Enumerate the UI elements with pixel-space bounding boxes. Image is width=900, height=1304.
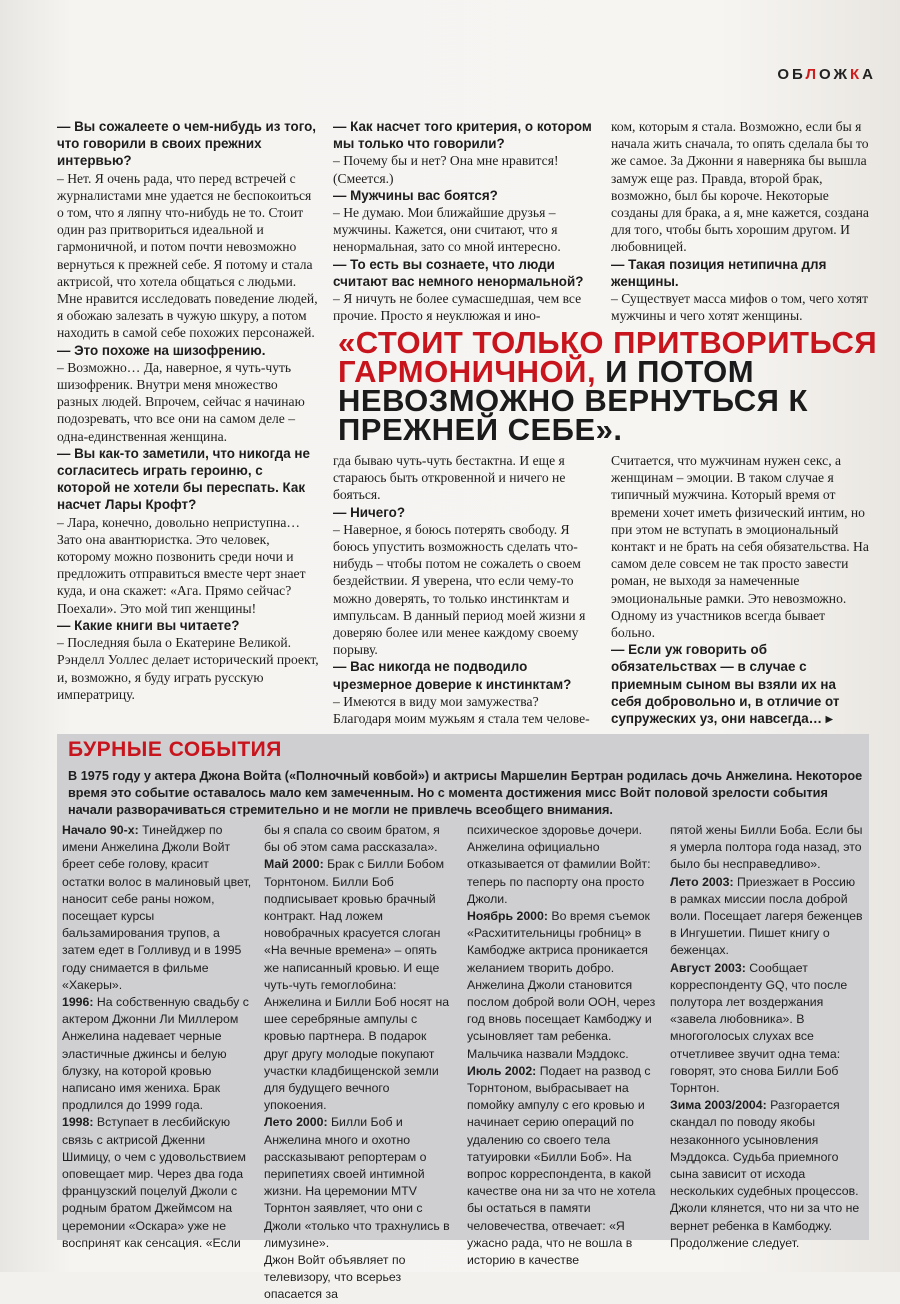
timeline-text: Тинейджер по имени Анжелина Джоли Войт бреет себе голову, красит остатки волос в малиновый цвет, наносит себе раны ножом, посещает курсы бальзамирования трупов, а затем едет в Голливуд и в 1995 году снимается в фильме «Хакеры». bbox=[62, 823, 252, 992]
interview-answer: – Существует масса мифов о том, чего хотят мужчины и чего хотят женщины. bbox=[611, 291, 869, 324]
timeline-entry bbox=[62, 822, 254, 994]
interview-column-2-lower bbox=[333, 452, 595, 727]
interview-column-1 bbox=[57, 118, 319, 703]
timeline-text: Во время съемок «Расхитительницы гробниц» в Камбодже актриса проникается желанием творить добро. Анжелина Джоли становится послом доброй воли ООН, через год вновь посещает Камбоджу и усыновляет там ребенка. Мальчика назвали Мэддокс. bbox=[467, 909, 656, 1061]
interview-question: — Такая позиция нетипична для женщины. bbox=[611, 256, 827, 289]
section-label: ОБЛОЖКА bbox=[777, 66, 876, 83]
timeline-column-2 bbox=[264, 822, 454, 1304]
timeline-column-1 bbox=[62, 822, 254, 1252]
interview-column-2 bbox=[333, 118, 595, 324]
interview-question: — Вы как-то заметили, что никогда не согласитесь играть героиню, с которой не хотели бы переспать. Как насчет Лары Крофт? bbox=[57, 445, 310, 513]
timeline-date: 1998: bbox=[62, 1115, 94, 1130]
timeline-text: Вступает в лесбийскую связь с актрисой Дженни Шимицу, о чем с удовольствием оповещает мир. Через два года французский поцелуй Джоли с родным братом Джеймсом на церемонии «Оскара» уже не воспринят как сенсация. «Если bbox=[62, 1115, 246, 1250]
pull-quote bbox=[338, 325, 878, 447]
timeline-text: Приезжает в Россию в рамках миссии посла доброй воли. Посещает лагеря беженцев в Ингушетии. Пишет книгу о беженцах. bbox=[670, 874, 863, 958]
interview-question: — Это похоже на шизофрению. bbox=[57, 342, 266, 358]
timeline-entry bbox=[264, 1252, 454, 1304]
timeline-date: Лето 2003: bbox=[670, 874, 734, 889]
interview-answer: – Не думаю. Мои ближайшие друзья – мужчины. Кажется, они считают, что я ненормальная, зато со мной интересно. bbox=[333, 205, 561, 255]
timeline-text: На собственную свадьбу с актером Джонни Ли Миллером Анжелина надевает черные эластичные джинсы и белую блузку, на которой кровью написано имя жениха. Брак продлился до 1999 года. bbox=[62, 995, 249, 1113]
timeline-column-3 bbox=[467, 822, 659, 1269]
timeline-date: Начало 90-х: bbox=[62, 823, 139, 837]
sidebar-title: БУРНЫЕ СОБЫТИЯ bbox=[68, 738, 282, 761]
pull-quote-red: «СТОИТ ТОЛЬКО ПРИТВОРИТЬСЯ ГАРМОНИЧНОЙ, bbox=[338, 325, 878, 389]
interview-answer: – Наверное, я боюсь потерять свободу. Я боюсь упустить возможность сделать что-нибудь – чтобы потом не сожалеть о своем бездействии. Я уверена, что если чему-то можно доверять, то только инстинктам и импульсам. В данный период моей жизни я доверяю более или менее каждому своему порыву. bbox=[333, 521, 586, 658]
interview-answer: – Возможно… Да, наверное, я чуть-чуть шизофреник. Внутри меня множество разных людей. Впрочем, сейчас я начинаю подозревать, что все они на самом деле – одна-единственная женщина. bbox=[57, 359, 305, 444]
timeline-text: Сообщает корреспонденту GQ, что после полутора лет воздержания «завела любовника». В многоголосых слухах все отчетливее звучит одна тема: говорят, это снова Билли Боб Торнтон. bbox=[670, 960, 848, 1096]
timeline-entry bbox=[264, 1114, 454, 1252]
timeline-text: бы я спала со своим братом, я бы об этом сама рассказала». bbox=[264, 823, 440, 855]
timeline-entry bbox=[62, 1114, 254, 1252]
interview-column-3-lower bbox=[611, 452, 869, 727]
timeline-date: Май 2000: bbox=[264, 857, 324, 872]
timeline-entry bbox=[670, 1097, 864, 1252]
timeline-entry bbox=[264, 822, 454, 856]
interview-question: — Мужчины вас боятся? bbox=[333, 187, 498, 203]
timeline-text: Билли Боб и Анжелина много и охотно рассказывают репортерам о перипетиях своей интимной жизни. На церемонии MTV Торнтон заявляет, что они с Джоли «только что трахнулись в лимузине». bbox=[264, 1115, 450, 1250]
interview-question: — То есть вы сознаете, что люди считают вас немного ненормальной? bbox=[333, 256, 584, 289]
timeline-entry bbox=[670, 960, 864, 1098]
timeline-text: Подает на развод с Торнтоном, выбрасывает на помойку ампулу с его кровью и начинает серию операций по удалению со своего тела татуировки «Билли Боб». На вопрос корреспондента, в какой качестве она ни за что не хотела бы остаться в памяти человечества, отвечает: «Я ужасно рада, что не вошла в историю в качестве bbox=[467, 1063, 656, 1268]
sidebar-lead: В 1975 году у актера Джона Войта («Полночный ковбой») и актрисы Маршелин Бертран родилась дочь Анжелина. Некоторое время это событие оставалось мало кем замеченным. Но с момента достижения мисс Войт половой зрелости события начали разворачиваться стремительно и не могли не привлечь всеобщего внимания. bbox=[68, 769, 863, 817]
interview-answer: – Имеются в виду мои замужества? Благодаря моим мужьям я стала тем челове- bbox=[333, 693, 590, 727]
interview-question: — Как насчет того критерия, о котором мы только что говорили? bbox=[333, 119, 592, 152]
interview-answer: ком, которым я стала. Возможно, если бы я начала жить сначала, то опять сделала бы то же самое. За Джонни я наверняка бы вышла замуж еще раз. Правда, второй брак, возможно, был бы короче. Некоторые созданы для брака, а я, мне кажется, создана для того, чтобы быть хорошим другом. И любовницей. bbox=[611, 119, 869, 255]
timeline-column-4 bbox=[670, 822, 864, 1252]
interview-answer: гда бываю чуть-чуть бестактна. И еще я стараюсь быть откровенной и ничего не бояться. bbox=[333, 453, 566, 503]
timeline-text: Джон Войт объявляет по телевизору, что всерьез опасается за bbox=[264, 1253, 406, 1302]
timeline-date: Июль 2002: bbox=[467, 1063, 537, 1078]
timeline-entry bbox=[670, 874, 864, 960]
timeline-text: Разгорается скандал по поводу якобы незаконного усыновления Мэддокса. Судьба приемного сына зависит от исхода нескольких судебных процессов. Джоли клянется, что ни за что не вернет ребенка в Камбоджу. Продолжение следует. bbox=[670, 1098, 860, 1250]
timeline-text: Брак с Билли Бобом Торнтоном. Билли Боб подписывает кровью брачный контракт. Над ложем новобрачных красуется слоган «На вечные времена» – опять же написанный кровью. И еще чуть-чуть гемоглобина: Анжелина и Билли Боб носят на шее серебряные ампулы с кровью партнера. В подарок друг другу молодые покупают участки кладбищенской земли для будущего вечного упокоения. bbox=[264, 857, 450, 1113]
timeline-text: пятой жены Билли Боба. Если бы я умерла полтора года назад, это было бы несправедливо». bbox=[670, 823, 863, 872]
interview-question: — Если уж говорить об обязательствах — в случае с приемным сыном вы взяли их на себя добровольно и, в отличие от супружеских уз, они навсегда… ▸ bbox=[611, 642, 840, 727]
interview-question: — Вас никогда не подводило чрезмерное доверие к инстинктам? bbox=[333, 659, 572, 692]
timeline-entry bbox=[264, 856, 454, 1114]
timeline-date: 1996: bbox=[62, 995, 94, 1010]
interview-answer: – Лара, конечно, довольно неприступна… Зато она авантюристка. Это человек, которому можно позвонить среди ночи и предложить отправиться вместе черт знает куда, и она скажет: «Ага. Прямо сейчас? Поехали». Это мой тип женщины! bbox=[57, 514, 306, 616]
interview-answer: – Я ничуть не более сумасшедшая, чем все прочие. Просто я неуклюжая и ино- bbox=[333, 291, 582, 324]
timeline-date: Зима 2003/2004: bbox=[670, 1098, 767, 1113]
timeline-entry bbox=[467, 1063, 659, 1269]
timeline-date: Лето 2000: bbox=[264, 1115, 328, 1130]
timeline-entry bbox=[467, 908, 659, 1063]
interview-question: — Ничего? bbox=[333, 504, 405, 520]
interview-question: — Какие книги вы читаете? bbox=[57, 617, 240, 633]
timeline-text: психическое здоровье дочери. Анжелина официально отказывается от фамилии Войт: теперь по паспорту она просто Джоли. bbox=[467, 823, 651, 906]
pull-quote-black: И ПОТОМ НЕВОЗМОЖНО ВЕРНУТЬСЯ К ПРЕЖНЕЙ СЕБЕ». bbox=[338, 354, 808, 447]
interview-answer: – Последняя была о Екатерине Великой. Рэнделл Уоллес делает исторический проект, и, возможно, я буду играть русскую императрицу. bbox=[57, 635, 319, 702]
timeline-date: Август 2003: bbox=[670, 960, 746, 975]
interview-answer: – Нет. Я очень рада, что перед встречей с журналистами мне удается не беспокоиться о том, что я ляпну что-нибудь не то. Стоит один раз притвориться идеальной и гармоничной, и потом почти невозможно вернуться к прежней себе. Я потому и стала актрисой, что хотела общаться с людьми. Мне нравится исследовать поведение людей, я обожаю залезать в чужую шкуру, а потом находить в самой себе похожих персонажей. bbox=[57, 170, 318, 341]
timeline-entry bbox=[62, 994, 254, 1114]
timeline-date: Ноябрь 2000: bbox=[467, 909, 548, 924]
interview-answer: Считается, что мужчинам нужен секс, а женщинам – эмоции. В таком случае я типичный мужчина. Который время от времени хочет иметь физический интим, но при этом не вступать в эмоциональный контакт и не брать на себя обязательства. На самом деле совсем не так просто завести роман, не выходя за намеченные эмоциональные рамки. Это невозможно. Одному из участников всегда бывает больно. bbox=[611, 453, 869, 641]
interview-question: — Вы сожалеете о чем-нибудь из того, что говорили в своих прежних интервью? bbox=[57, 119, 317, 169]
timeline-entry bbox=[467, 822, 659, 908]
interview-answer: – Почему бы и нет? Она мне нравится! (Смеется.) bbox=[333, 153, 559, 186]
interview-column-3 bbox=[611, 118, 869, 324]
timeline-entry bbox=[670, 822, 864, 874]
